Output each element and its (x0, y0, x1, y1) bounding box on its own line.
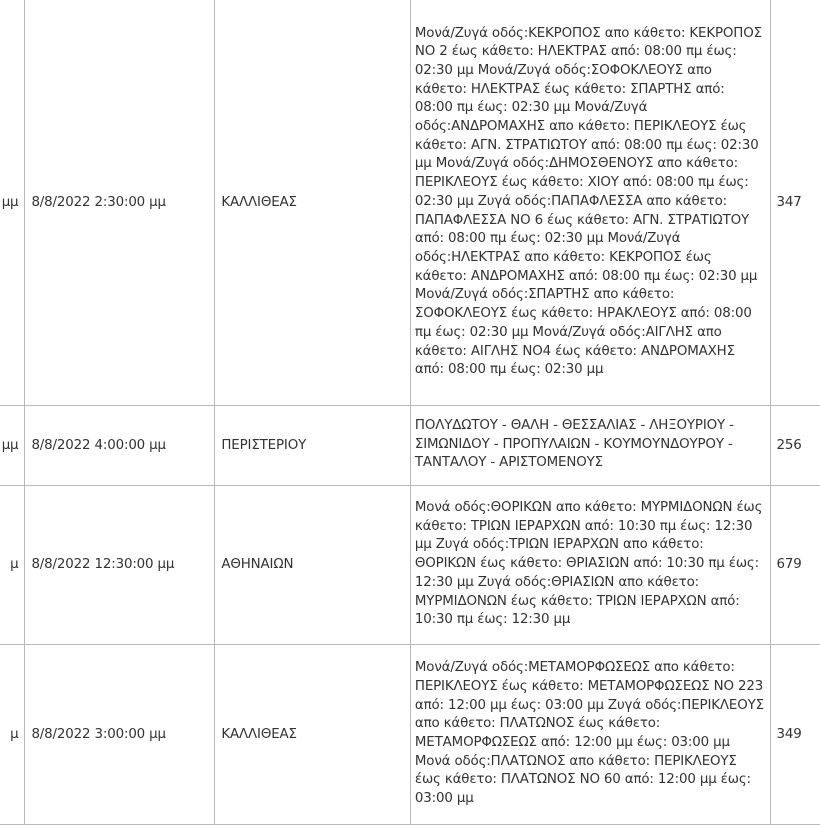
table-row (0, 485, 820, 644)
municipality-cell: ΚΑΛΛΙΘΕΑΣ (215, 644, 411, 824)
municipality-cell: ΠΕΡΙΣΤΕΡΙΟΥ (215, 405, 411, 485)
code-cell: 679 (770, 485, 820, 644)
table-row (0, 0, 820, 405)
table-row (0, 644, 820, 824)
affected-streets-cell: ΠΟΛΥΔΩΤΟΥ - ΘΑΛΗ - ΘΕΣΣΑΛΙΑΣ - ΛΗΞΟΥΡΙΟΥ - ΣΙΜΩΝΙΔΟΥ - ΠΡΟΠΥΛΑΙΩΝ - ΚΟΥΜΟΥΝΔΟΥΡΟΥ - ΤΑΝΤΑΛΟΥ - ΑΡΙΣΤΟΜΕΝΟΥΣ (410, 405, 770, 485)
code-cell: 256 (770, 405, 820, 485)
municipality-cell: ΑΘΗΝΑΙΩΝ (215, 485, 411, 644)
municipality-cell: ΚΑΛΛΙΘΕΑΣ (215, 0, 411, 405)
code-cell: 349 (770, 644, 820, 824)
table-row (0, 405, 820, 485)
affected-streets-cell: Μονά/Ζυγά οδός:ΜΕΤΑΜΟΡΦΩΣΕΩΣ απο κάθετο: ΠΕΡΙΚΛΕΟΥΣ έως κάθετο: ΜΕΤΑΜΟΡΦΩΣΕΩΣ ΝΟ 223 από: 12:00 μμ έως: 03:00 μμ Ζυγά οδός:ΠΕΡΙΚΛΕΟΥΣ απο κάθετο: ΠΛΑΤΩΝΟΣ έως κάθετο: ΜΕΤΑΜΟΡΦΩΣΕΩΣ από: 12:00 μμ έως: 03:00 μμ Μονά οδός:ΠΛΑΤΩΝΟΣ απο κάθετο: ΠΕΡΙΚΛΕΟΥΣ έως κάθετο: ΠΛΑΤΩΝΟΣ ΝΟ 60 από: 12:00 μμ έως: 03:00 μμ (410, 644, 770, 824)
affected-streets-cell: Μονά/Ζυγά οδός:ΚΕΚΡΟΠΟΣ απο κάθετο: ΚΕΚΡΟΠΟΣ ΝΟ 2 έως κάθετο: ΗΛΕΚΤΡΑΣ από: 08:00 πμ έως: 02:30 μμ Μονά/Ζυγά οδός:ΣΟΦΟΚΛΕΟΥΣ απο κάθετο: ΗΛΕΚΤΡΑΣ έως κάθετο: ΣΠΑΡΤΗΣ από: 08:00 πμ έως: 02:30 μμ Μονά/Ζυγά οδός:ΑΝΔΡΟΜΑΧΗΣ απο κάθετο: ΠΕΡΙΚΛΕΟΥΣ έως κάθετο: ΑΓΝ. ΣΤΡΑΤΙΩΤΟΥ από: 08:00 πμ έως: 02:30 μμ Μονά/Ζυγά οδός:ΔΗΜΟΣΘΕΝΟΥΣ απο κάθετο: ΠΕΡΙΚΛΕΟΥΣ έως κάθετο: ΧΙΟΥ από: 08:00 πμ έως: 02:30 μμ Ζυγά οδός:ΠΑΠΑΦΛΕΣΣΑ απο κάθετο: ΠΑΠΑΦΛΕΣΣΑ ΝΟ 6 έως κάθετο: ΑΓΝ. ΣΤΡΑΤΙΩΤΟΥ από: 08:00 πμ έως: 02:30 μμ Μονά/Ζυγά οδός:ΗΛΕΚΤΡΑΣ απο κάθετο: ΚΕΚΡΟΠΟΣ έως κάθετο: ΑΝΔΡΟΜΑΧΗΣ από: 08:00 πμ έως: 02:30 μμ Μονά/Ζυγά οδός:ΣΠΑΡΤΗΣ απο κάθετο: ΣΟΦΟΚΛΕΟΥΣ έως κάθετο: ΗΡΑΚΛΕΟΥΣ από: 08:00 πμ έως: 02:30 μμ Μονά/Ζυγά οδός:ΑΙΓΛΗΣ απο κάθετο: ΑΙΓΛΗΣ ΝΟ4 έως κάθετο: ΑΝΔΡΟΜΑΧΗΣ από: 08:00 πμ έως: 02:30 μμ (410, 0, 770, 405)
end-datetime-cell: 8/8/2022 4:00:00 μμ (25, 405, 215, 485)
start-datetime-cell: μμ (0, 0, 25, 405)
start-datetime-cell: μμ (0, 405, 25, 485)
end-datetime-cell: 8/8/2022 2:30:00 μμ (25, 0, 215, 405)
start-datetime-cell: μ (0, 485, 25, 644)
affected-streets-cell: Μονά οδός:ΘΟΡΙΚΩΝ απο κάθετο: ΜΥΡΜΙΔΟΝΩΝ έως κάθετο: ΤΡΙΩΝ ΙΕΡΑΡΧΩΝ από: 10:30 πμ έως: 12:30 μμ Ζυγά οδός:ΤΡΙΩΝ ΙΕΡΑΡΧΩΝ απο κάθετο: ΘΟΡΙΚΩΝ έως κάθετο: ΘΡΙΑΣΙΩΝ από: 10:30 πμ έως: 12:30 μμ Ζυγά οδός:ΘΡΙΑΣΙΩΝ απο κάθετο: ΜΥΡΜΙΔΟΝΩΝ έως κάθετο: ΤΡΙΩΝ ΙΕΡΑΡΧΩΝ από: 10:30 πμ έως: 12:30 μμ (410, 485, 770, 644)
code-cell: 347 (770, 0, 820, 405)
start-datetime-cell: μ (0, 644, 25, 824)
end-datetime-cell: 8/8/2022 12:30:00 μμ (25, 485, 215, 644)
end-datetime-cell: 8/8/2022 3:00:00 μμ (25, 644, 215, 824)
